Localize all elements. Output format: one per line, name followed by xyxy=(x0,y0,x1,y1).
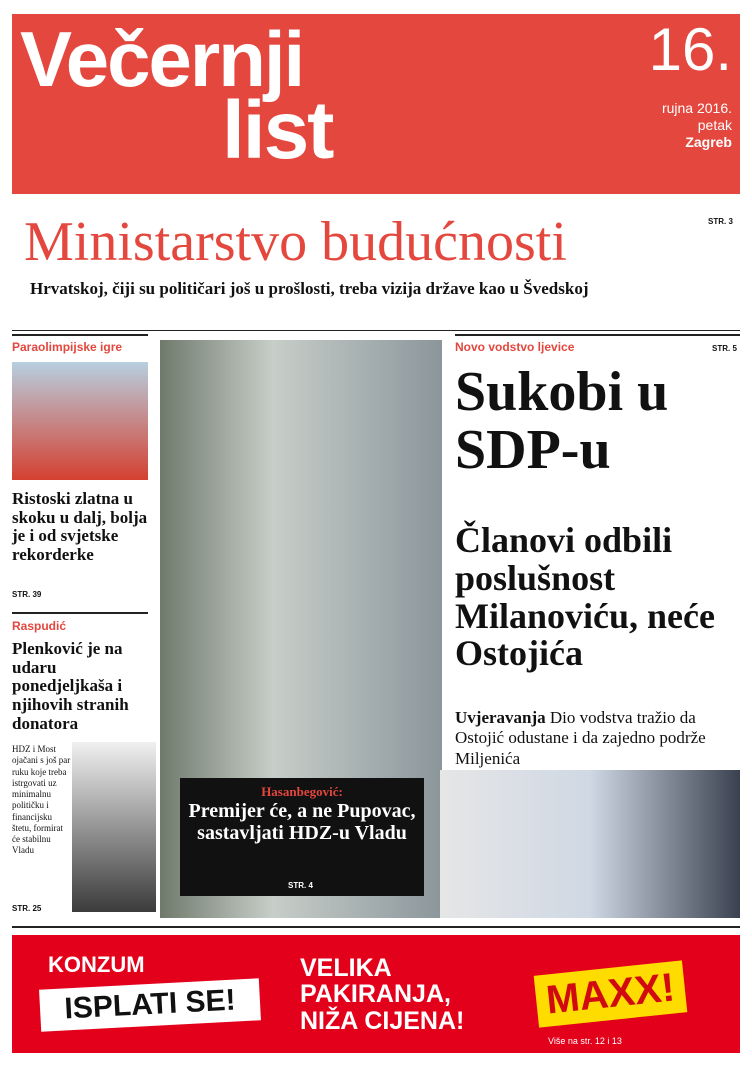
left-page-ref-1: STR. 39 xyxy=(12,590,42,599)
issue-date xyxy=(662,100,732,150)
left-story1-headline: Ristoski zlatna u skoku u dalj, bolja je i od svjetske rekorderke xyxy=(12,489,148,565)
right-label: Novo vodstvo ljevice xyxy=(455,340,575,354)
left-page-ref-2: STR. 25 xyxy=(12,904,42,913)
logo-line2: list xyxy=(222,85,333,176)
top-headline: Ministarstvo budućnosti xyxy=(24,211,567,273)
left-rule xyxy=(12,334,148,336)
weekday: petak xyxy=(697,116,732,133)
lead-kicker: Uvjeravanja xyxy=(455,708,546,727)
divider xyxy=(12,330,740,331)
logo-line1: Večernji xyxy=(20,15,304,103)
left-rule-2 xyxy=(12,612,148,614)
ad-slogan: ISPLATI SE! xyxy=(39,978,261,1031)
main-lead xyxy=(455,708,715,769)
quote-kicker: Hasanbegović: xyxy=(261,784,343,799)
maxx-logo: MAXX! xyxy=(534,960,688,1027)
city: Zagreb xyxy=(685,133,732,150)
quote-text: Premijer će, a ne Pupovac, sastavljati HDZ-u Vladu xyxy=(188,800,416,844)
right-page-ref: STR. 5 xyxy=(712,344,737,353)
left-story2-headline: Plenković je na udaru ponedjeljkaša i njihovih stranih donatora xyxy=(12,639,129,733)
columnist-photo xyxy=(72,742,156,912)
lead-text: Dio vodstva tražio da Ostojić odustane i da zajedno podrže Miljenića xyxy=(455,708,706,768)
right-rule xyxy=(455,334,740,336)
top-page-ref: STR. 3 xyxy=(708,217,733,226)
issue-day: 16. xyxy=(648,16,732,83)
month-year: rujna 2016. xyxy=(661,100,732,116)
left-label-1: Paraolimpijske igre xyxy=(12,340,123,354)
left-label-2: Raspudić xyxy=(12,619,67,633)
politicians-photo xyxy=(440,770,740,918)
ad-brand: KONZUM xyxy=(48,952,145,977)
ad-note: Više na str. 12 i 13 xyxy=(548,1036,622,1046)
athlete-photo xyxy=(12,362,148,480)
advert-rule xyxy=(12,926,740,928)
main-headline: Sukobi u SDP-u xyxy=(455,361,669,481)
top-subheadline: Hrvatskoj, čiji su političari još u prošlosti, treba vizija države kao u Švedskoj xyxy=(30,279,589,298)
ad-offer: VELIKA PAKIRANJA, NIŽA CIJENA! xyxy=(300,954,465,1035)
main-deck: Članovi odbili poslušnost Milanoviću, neće Ostojića xyxy=(455,520,715,674)
center-page-ref: STR. 4 xyxy=(288,881,313,890)
left-story2-body: HDZ i Most ojačani s još par ruku koje treba istrgovati uz minimalnu političku i financijsku štetu, formirat će stabilnu Vladu xyxy=(12,744,71,856)
